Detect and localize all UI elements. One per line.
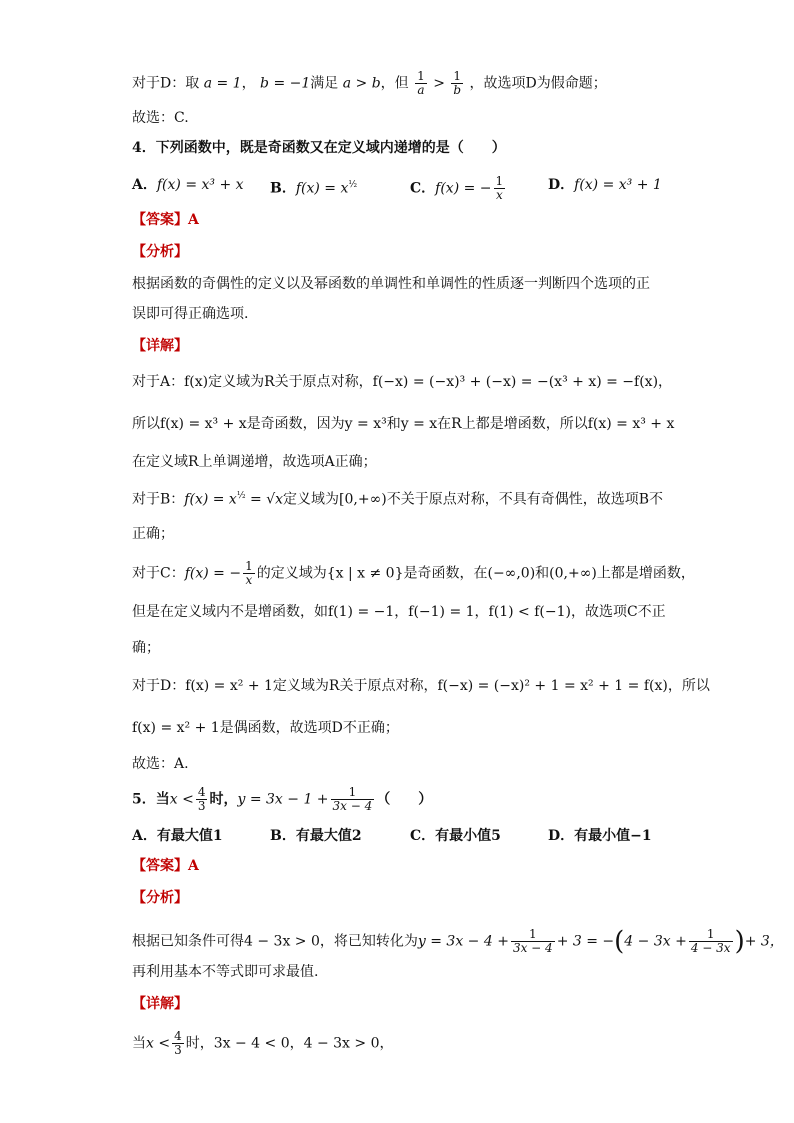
q5-detail-heading: 【详解】 bbox=[132, 996, 188, 1012]
expr: = √x bbox=[245, 491, 284, 508]
exp: ½ bbox=[236, 491, 246, 501]
expr: + 3 = − bbox=[556, 933, 615, 950]
q4-detail-a3: 在定义域R上单调递增，故选项A正确； bbox=[132, 454, 377, 470]
q5-option-a: A．有最大值1 bbox=[132, 828, 223, 844]
text-line-select-c: 故选：C. bbox=[132, 110, 189, 126]
q5-analysis-heading: 【分析】 bbox=[132, 890, 188, 906]
q4-detail-c2: 但是在定义域内不是增函数，如f(1) = −1，f(−1) = 1，f(1) < f(−1)，故选项C不正 bbox=[132, 604, 666, 620]
expr: y = 3x − 1 + bbox=[237, 791, 329, 808]
q5-answer: 【答案】A bbox=[132, 858, 199, 874]
q4-option-b bbox=[270, 175, 357, 199]
num: 1 bbox=[417, 69, 425, 83]
q4-detail-heading: 【详解】 bbox=[132, 338, 188, 354]
q5-option-d: D．有最小值−1 bbox=[548, 828, 652, 844]
text: 定义域为[0,+∞)不关于原点对称，不具有奇偶性，故选项B不 bbox=[283, 491, 663, 508]
text: 对于C： bbox=[132, 565, 185, 582]
den: x bbox=[495, 188, 503, 202]
q4-detail-c1 bbox=[132, 559, 695, 587]
expr: f(x) = x³ + 1 bbox=[574, 177, 662, 193]
label: A． bbox=[132, 177, 157, 193]
label: D． bbox=[548, 177, 575, 193]
num: 4 bbox=[174, 1029, 182, 1043]
expr: y = 3x − 4 + bbox=[417, 933, 509, 950]
den: a bbox=[417, 83, 425, 97]
q5-analysis-line2: 再利用基本不等式即可求最值. bbox=[132, 964, 319, 980]
text: 时，3x − 4 < 0，4 − 3x > 0， bbox=[185, 1035, 394, 1052]
den: 3x − 4 bbox=[332, 799, 373, 813]
num: 1 bbox=[689, 928, 733, 942]
num: 4 bbox=[197, 785, 206, 799]
q4-detail-b1 bbox=[132, 486, 672, 510]
text: 对于D：取 bbox=[132, 75, 200, 92]
exp: ½ bbox=[348, 180, 358, 190]
fraction-1-over-4-3x bbox=[689, 928, 733, 955]
text: 对于B： bbox=[132, 491, 185, 508]
fraction-4-over-3 bbox=[196, 786, 208, 813]
expr: f(x) = x³ + x bbox=[156, 177, 244, 193]
num: 1 bbox=[245, 559, 253, 573]
fraction-1-over-x bbox=[243, 560, 255, 587]
text: 当 bbox=[132, 1035, 146, 1052]
expr: f(x) = − bbox=[184, 565, 242, 582]
q4-detail-a2: 所以f(x) = x³ + x是奇函数，因为y = x³和y = x在R上都是增函数，所以f(x) = x³ + x bbox=[132, 416, 675, 432]
num: 1 bbox=[511, 928, 555, 942]
expr: f(x) = − bbox=[435, 180, 492, 197]
expr: + 3， bbox=[744, 933, 784, 950]
question-4-stem: 4．下列函数中，既是奇函数又在定义域内递增的是（ ） bbox=[132, 140, 506, 156]
text: 的定义域为{x | x ≠ 0}是奇函数，在(−∞,0)和(0,+∞)上都是增函数， bbox=[256, 565, 695, 582]
den: b bbox=[453, 83, 462, 97]
q5-option-b: B．有最大值2 bbox=[270, 828, 362, 844]
den: 3x − 4 bbox=[512, 941, 553, 955]
text: （ ） bbox=[376, 791, 433, 808]
q5-analysis-line1: 根据已知条件可得4 − 3x > 0，将已知转化为y = 3x − 4 + $\frac{1}{3x - 4}$ + 3 = −(4 − 3x + $\frac{1}{4 - 3x}$ )+ 3， bbox=[132, 926, 784, 957]
q5-detail-line1 bbox=[132, 1030, 672, 1057]
question-5-stem bbox=[132, 786, 672, 813]
math: b = −1 bbox=[260, 75, 311, 92]
expr: 4 − 3x + bbox=[624, 933, 687, 950]
text-line-d-counterexample bbox=[132, 70, 672, 97]
q4-option-a bbox=[132, 175, 244, 195]
expr: f(x) = x bbox=[295, 180, 349, 197]
fraction-1-over-3x-4 bbox=[511, 928, 555, 955]
expr: x < bbox=[146, 1035, 171, 1052]
text: 根据已知条件可得4 − 3x > 0，将已知转化为 bbox=[132, 933, 418, 950]
q4-analysis-line1: 根据函数的奇偶性的定义以及幂函数的单调性和单调性的性质逐一判断四个选项的正 bbox=[132, 276, 650, 292]
q5-option-c: C．有最小值5 bbox=[410, 828, 501, 844]
q4-detail-d1: 对于D：f(x) = x² + 1定义域为R关于原点对称，f(−x) = (−x)² + 1 = x² + 1 = f(x)，所以 bbox=[132, 678, 710, 694]
expr: f(x) = x bbox=[184, 491, 237, 508]
q4-detail-b2: 正确； bbox=[132, 526, 174, 542]
num: 1 bbox=[495, 174, 504, 188]
den: 3 bbox=[174, 1043, 182, 1057]
math: a = 1 bbox=[203, 75, 242, 92]
label: B． bbox=[270, 180, 296, 197]
q4-option-c bbox=[410, 175, 507, 202]
label: C． bbox=[410, 180, 436, 197]
den: 3 bbox=[197, 799, 206, 813]
num: 1 bbox=[331, 786, 375, 800]
text: 5．当 bbox=[132, 791, 170, 808]
fraction-1-over-x bbox=[494, 175, 506, 202]
gt: > bbox=[433, 75, 445, 92]
fraction-1-over-a bbox=[415, 70, 427, 97]
expr: x < bbox=[169, 791, 194, 808]
q4-select: 故选：A. bbox=[132, 756, 189, 772]
fraction-4-over-3 bbox=[172, 1030, 184, 1057]
q4-detail-a1: 对于A：f(x)定义域为R关于原点对称，f(−x) = (−x)³ + (−x) = −(x³ + x) = −f(x)， bbox=[132, 374, 673, 390]
q4-analysis-line2: 误即可得正确选项. bbox=[132, 306, 249, 322]
q4-detail-c3: 确； bbox=[132, 640, 160, 656]
math: a > b bbox=[342, 75, 381, 92]
text: ，故选项D为假命题； bbox=[469, 75, 607, 92]
den: x bbox=[245, 573, 253, 587]
text: 满足 bbox=[310, 75, 339, 92]
q4-option-d bbox=[548, 175, 662, 195]
sep: ， bbox=[241, 75, 256, 92]
q4-analysis-heading: 【分析】 bbox=[132, 244, 188, 260]
fraction-1-over-3x-4 bbox=[331, 786, 375, 813]
q4-answer: 【答案】A bbox=[132, 212, 199, 228]
num: 1 bbox=[451, 70, 463, 84]
den: 4 − 3x bbox=[690, 941, 731, 955]
fraction-1-over-b bbox=[451, 70, 463, 97]
q4-detail-d2: f(x) = x² + 1是偶函数，故选项D不正确； bbox=[132, 720, 399, 736]
text: ，但 bbox=[380, 75, 409, 92]
text: 时， bbox=[209, 791, 238, 808]
